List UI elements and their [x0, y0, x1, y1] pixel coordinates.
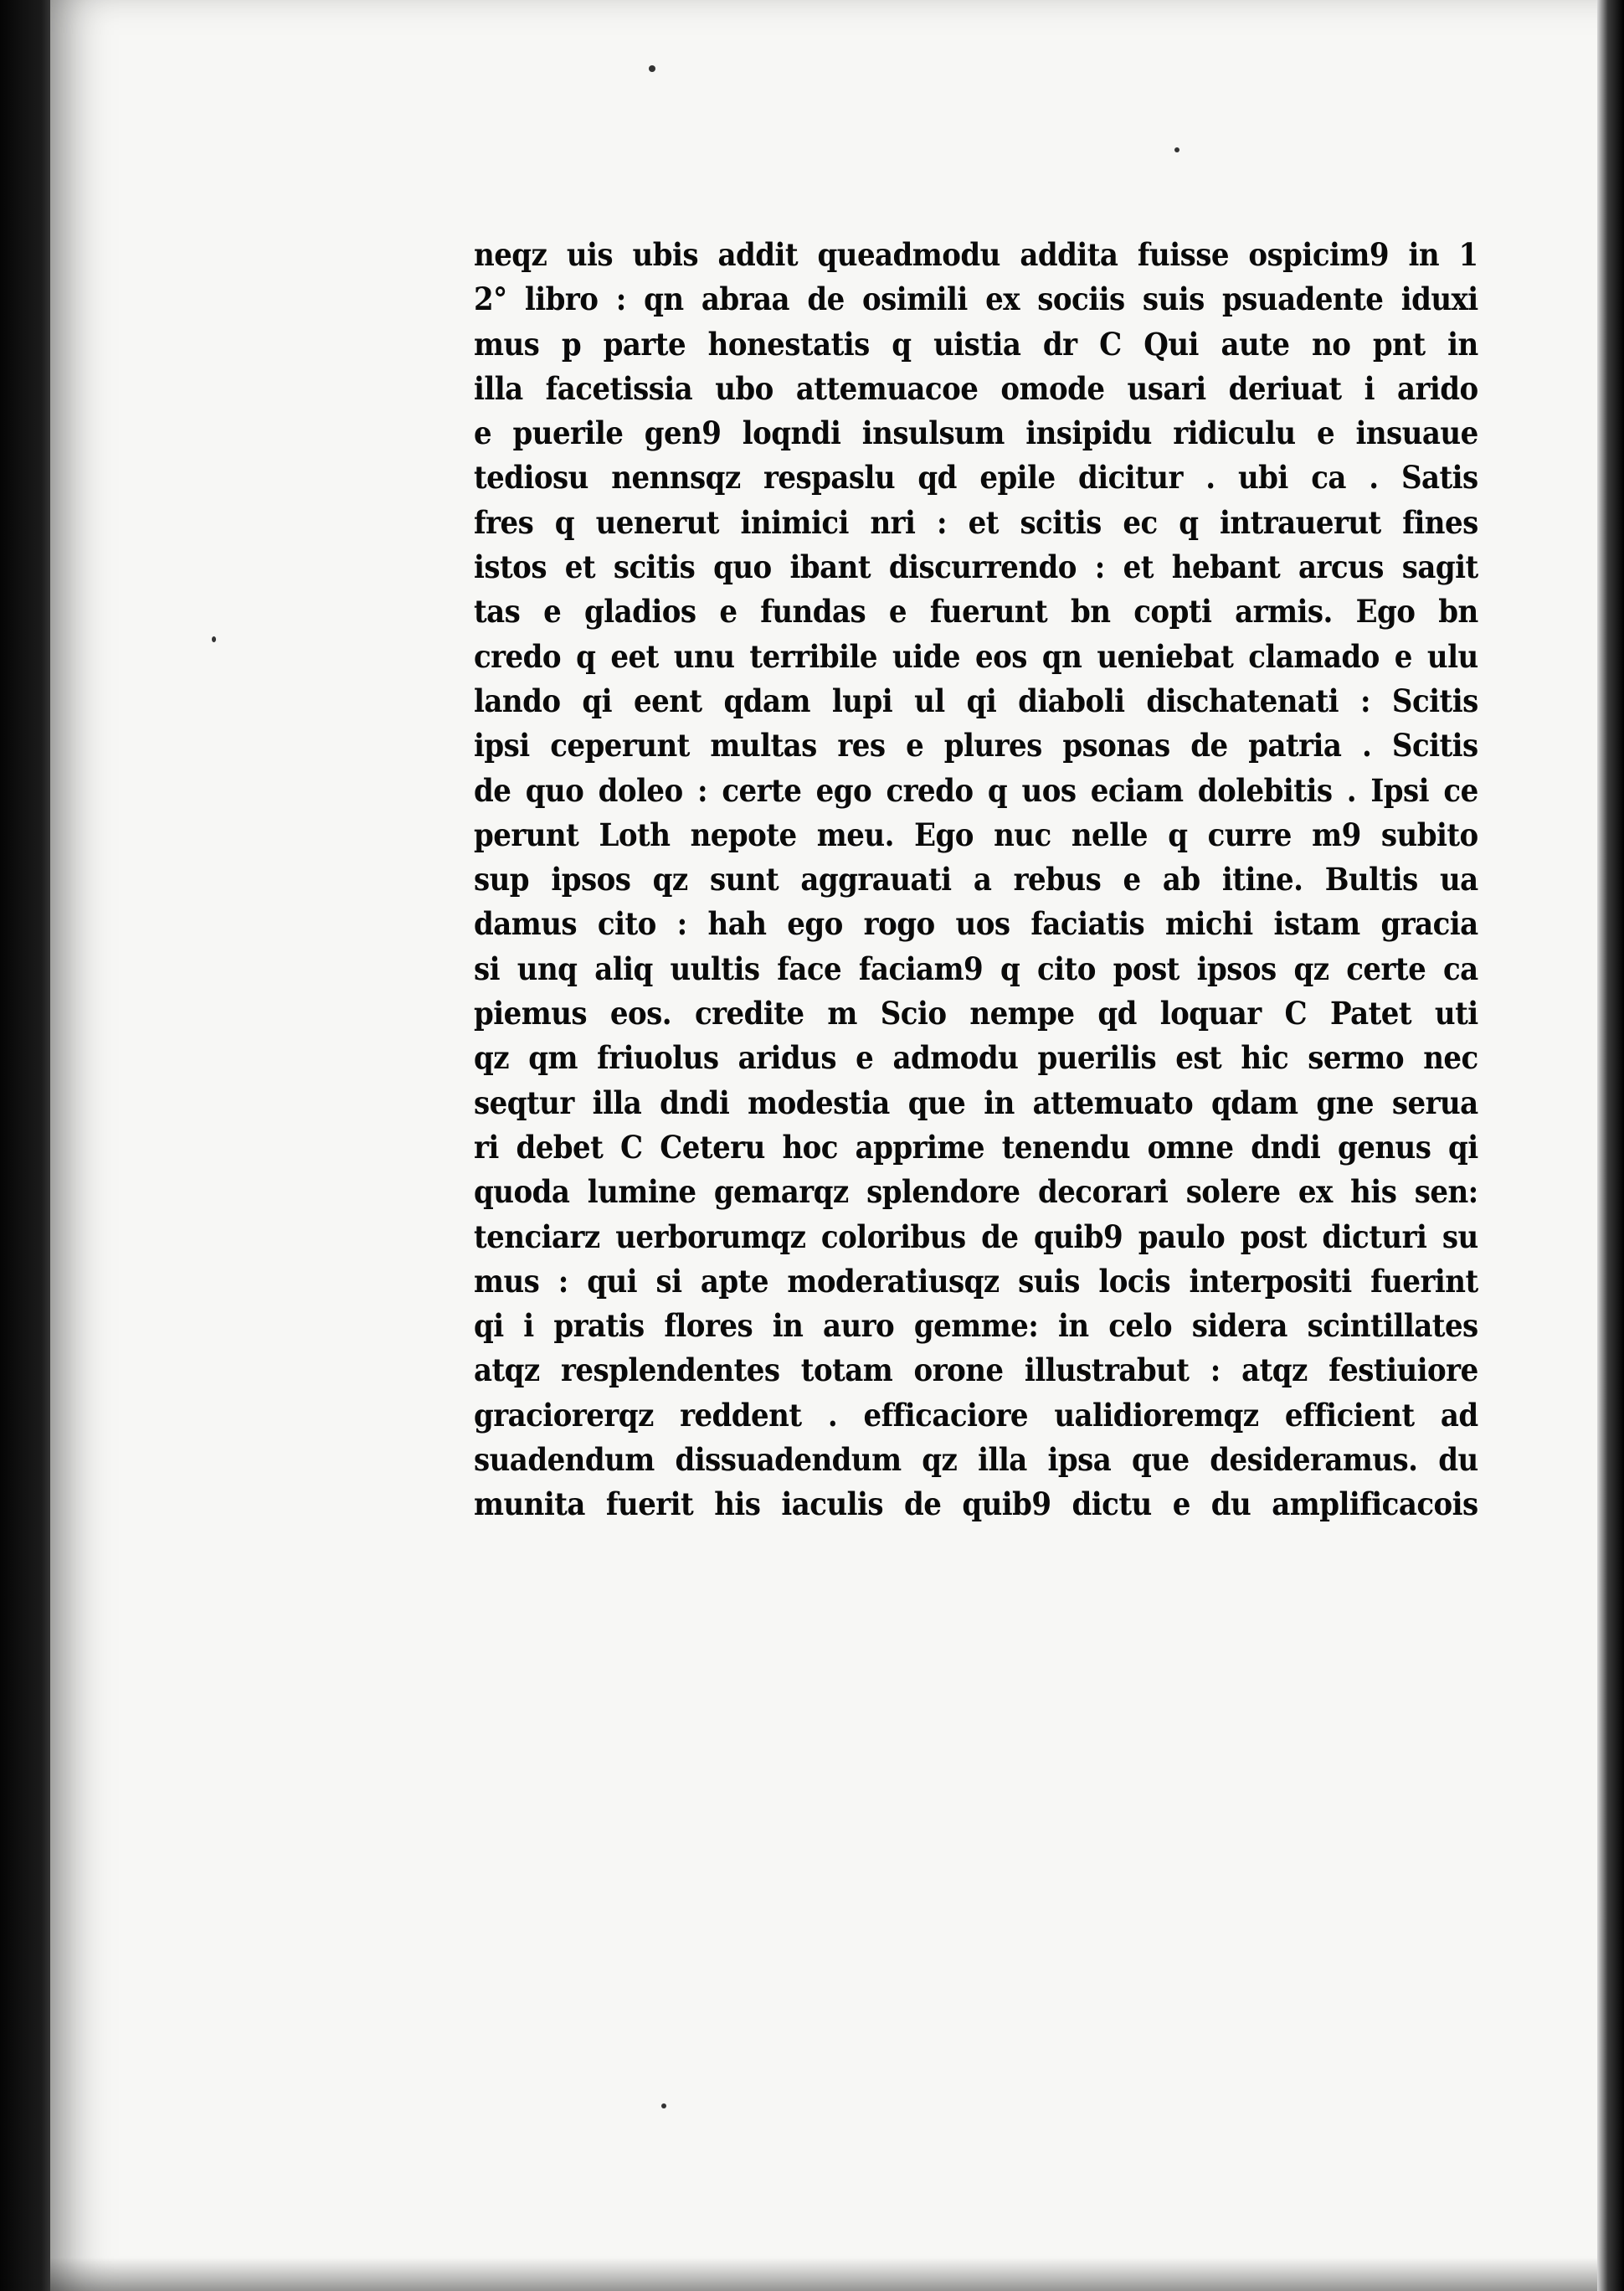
- text-line: qi i pratis flores in auro gemme: in celo sidera scintillates: [474, 1307, 1478, 1345]
- dust-speck: [661, 2103, 666, 2108]
- text-line: munita fuerit his iaculis de quib9 dictu e du amplificacois: [474, 1485, 1478, 1523]
- text-line: suadendum dissuadendum qz illa ipsa que desideramus. du: [474, 1441, 1478, 1479]
- dust-speck: [649, 65, 655, 72]
- text-line: mus p parte honestatis q uistia dr C Qui aute no pnt in: [474, 325, 1478, 363]
- text-line: credo q eet unu terribile uide eos qn ueniebat clamado e ulu: [474, 637, 1478, 675]
- text-line: tediosu nennsqz respaslu qd epile dicitur . ubi ca . Satis: [474, 459, 1478, 497]
- text-line: quoda lumine gemarqz splendore decorari solere ex his sen:: [474, 1173, 1478, 1211]
- text-line: perunt Loth nepote meu. Ego nuc nelle q curre m9 subito: [474, 816, 1478, 853]
- text-line: tas e gladios e fundas e fuerunt bn copti armis. Ego bn: [474, 593, 1478, 631]
- text-line: mus : qui si apte moderatiusqz suis locis interpositi fuerint: [474, 1262, 1478, 1300]
- text-line: sup ipsos qz sunt aggrauati a rebus e ab itine. Bultis ua: [474, 861, 1478, 898]
- text-line: e puerile gen9 loqndi insulsum insipidu ridiculu e insuaue: [474, 414, 1478, 452]
- text-line: tenciarz uerborumqz coloribus de quib9 paulo post dicturi su: [474, 1218, 1478, 1255]
- text-line: de quo doleo : certe ego credo q uos eciam dolebitis . Ipsi ce: [474, 771, 1478, 809]
- body-text-block: [474, 233, 1478, 1527]
- text-line: lando qi eent qdam lupi ul qi diaboli dischatenati : Scitis: [474, 682, 1478, 719]
- text-line: si unq aliq uultis face faciam9 q cito post ipsos qz certe ca: [474, 950, 1478, 987]
- text-line: damus cito : hah ego rogo uos faciatis michi istam gracia: [474, 905, 1478, 943]
- text-line: ipsi ceperunt multas res e plures psonas de patria . Scitis: [474, 727, 1478, 765]
- text-line: piemus eos. credite m Scio nempe qd loquar C Patet uti: [474, 995, 1478, 1032]
- dust-speck: [1174, 147, 1179, 152]
- text-line: neqz uis ubis addit queadmodu addita fuisse ospicim9 in 1: [474, 236, 1478, 273]
- text-line: atqz resplendentes totam orone illustrabut : atqz festiuiore: [474, 1351, 1478, 1389]
- text-line: qz qm friuolus aridus e admodu puerilis est hic sermo nec: [474, 1039, 1478, 1077]
- text-line: ri debet C Ceteru hoc apprime tenendu omne dndi genus qi: [474, 1128, 1478, 1166]
- dust-speck: [212, 636, 216, 642]
- text-line: 2° libro : qn abraa de osimili ex sociis suis psuadente iduxi: [474, 281, 1478, 318]
- paper-bottom-shadow: [50, 2258, 1599, 2291]
- scanner-right-margin: [1597, 0, 1624, 2291]
- text-line: fres q uenerut inimici nri : et scitis ec q intrauerut fines: [474, 503, 1478, 541]
- text-line: seqtur illa dndi modestia que in attemuato qdam gne serua: [474, 1084, 1478, 1121]
- text-line: graciorerqz reddent . efficaciore ualidioremqz efficient ad: [474, 1396, 1478, 1434]
- text-line: illa facetissia ubo attemuacoe omode usari deriuat i arido: [474, 369, 1478, 407]
- text-line: istos et scitis quo ibant discurrendo : et hebant arcus sagit: [474, 548, 1478, 586]
